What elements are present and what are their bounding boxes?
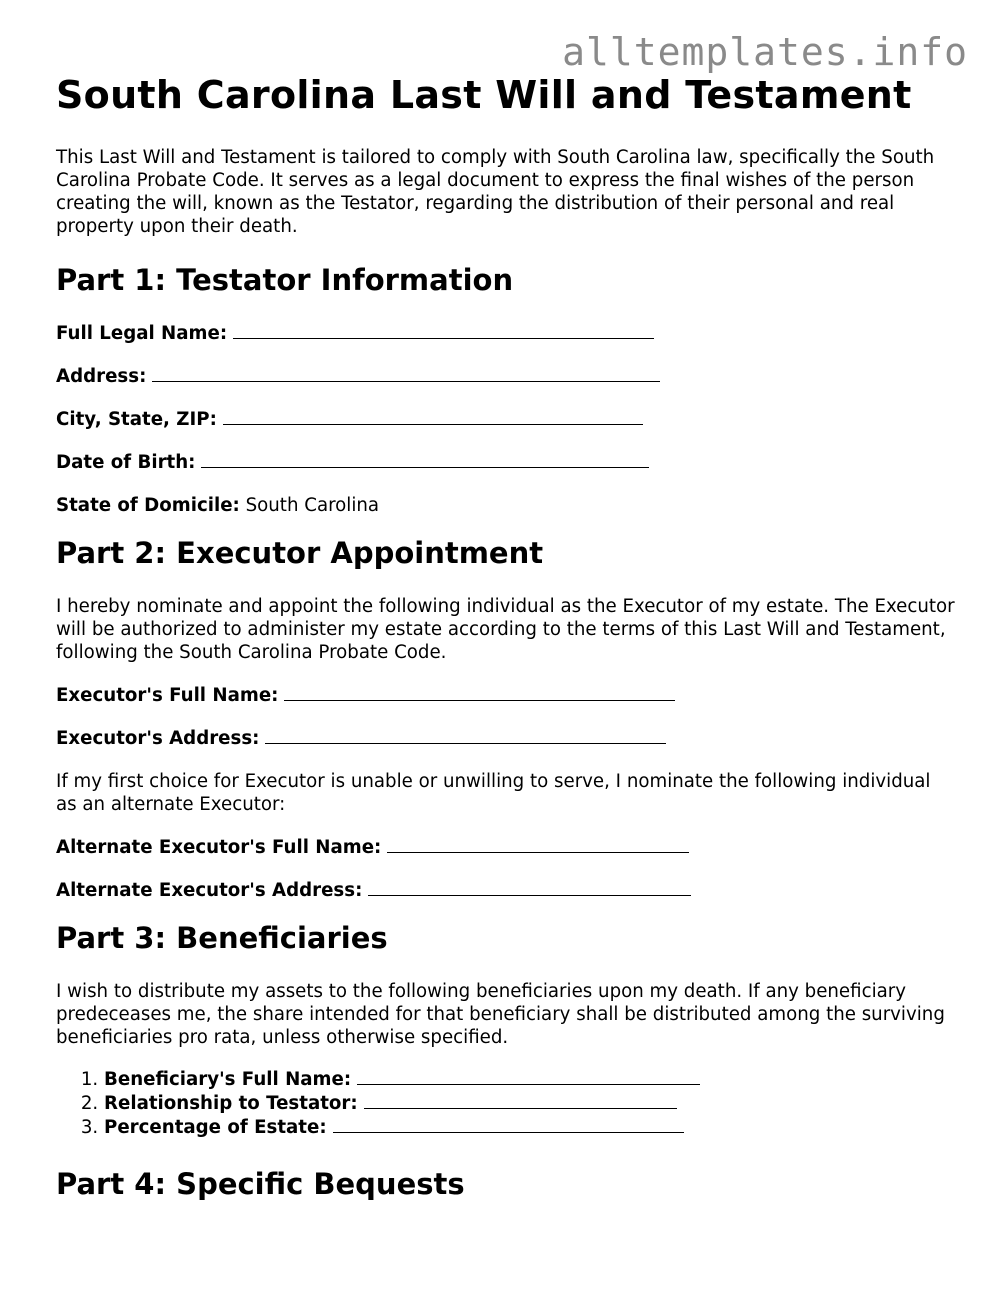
testator-address-field[interactable] bbox=[56, 365, 956, 388]
testator-full-name-field[interactable] bbox=[56, 322, 956, 345]
blank-line[interactable] bbox=[284, 684, 675, 701]
blank-line[interactable] bbox=[333, 1116, 684, 1133]
blank-line[interactable] bbox=[201, 451, 649, 468]
field-label: Full Legal Name: bbox=[56, 323, 228, 344]
blank-line[interactable] bbox=[364, 1092, 677, 1109]
alternate-executor-address-field[interactable] bbox=[56, 879, 956, 902]
intro-paragraph: This Last Will and Testament is tailored to comply with South Carolina law, specifically the South Carolina Probate Code. It serves as a legal document to express the final wishes of the person creating the will, known as the Testator, regarding the distribution of their personal and real property upon their death. bbox=[56, 147, 935, 237]
part2-heading: Part 2: Executor Appointment bbox=[56, 536, 544, 570]
document-title: South Carolina Last Will and Testament bbox=[56, 73, 912, 117]
blank-line[interactable] bbox=[223, 408, 643, 425]
part4-heading: Part 4: Specific Bequests bbox=[56, 1167, 465, 1201]
field-label: Alternate Executor's Address: bbox=[56, 880, 363, 901]
list-item[interactable] bbox=[104, 1068, 956, 1092]
field-label: Address: bbox=[56, 366, 147, 387]
list-item[interactable] bbox=[104, 1116, 956, 1140]
blank-line[interactable] bbox=[233, 322, 654, 339]
field-label: City, State, ZIP: bbox=[56, 409, 217, 430]
alternate-executor-intro: If my first choice for Executor is unable or unwilling to serve, I nominate the following individual as an alternate Executor: bbox=[56, 771, 931, 815]
list-item[interactable] bbox=[104, 1092, 956, 1116]
part1-heading: Part 1: Testator Information bbox=[56, 263, 514, 297]
field-label: Percentage of Estate: bbox=[104, 1117, 327, 1138]
watermark: alltemplates.info bbox=[562, 30, 968, 74]
beneficiary-list bbox=[56, 1068, 956, 1140]
field-label: Beneficiary's Full Name: bbox=[104, 1069, 352, 1090]
blank-line[interactable] bbox=[387, 836, 689, 853]
domicile-value: South Carolina bbox=[245, 495, 380, 516]
testator-dob-field[interactable] bbox=[56, 451, 956, 474]
field-label: State of Domicile: bbox=[56, 495, 240, 516]
executor-address-field[interactable] bbox=[56, 727, 956, 750]
beneficiaries-intro-paragraph: I wish to distribute my assets to the following beneficiaries upon my death. If any beneficiary predeceases me, the share intended for that beneficiary shall be distributed among the surviving beneficiaries pro rata, unless otherwise specified. bbox=[56, 981, 945, 1048]
alternate-executor-name-field[interactable] bbox=[56, 836, 956, 859]
testator-city-state-zip-field[interactable] bbox=[56, 408, 956, 431]
blank-line[interactable] bbox=[152, 365, 660, 382]
document-page bbox=[56, 72, 956, 1202]
executor-intro-paragraph: I hereby nominate and appoint the following individual as the Executor of my estate. The Executor will be authorized to administer my estate according to the terms of this Last Will and Testament, following the South Carolina Probate Code. bbox=[56, 596, 955, 663]
blank-line[interactable] bbox=[368, 879, 691, 896]
executor-name-field[interactable] bbox=[56, 684, 956, 707]
field-label: Executor's Address: bbox=[56, 728, 260, 749]
field-label: Relationship to Testator: bbox=[104, 1093, 358, 1114]
field-label: Date of Birth: bbox=[56, 452, 196, 473]
part3-heading: Part 3: Beneficiaries bbox=[56, 921, 388, 955]
field-label: Alternate Executor's Full Name: bbox=[56, 837, 382, 858]
blank-line[interactable] bbox=[265, 727, 666, 744]
state-of-domicile-field bbox=[56, 494, 956, 517]
field-label: Executor's Full Name: bbox=[56, 685, 279, 706]
blank-line[interactable] bbox=[357, 1068, 700, 1085]
